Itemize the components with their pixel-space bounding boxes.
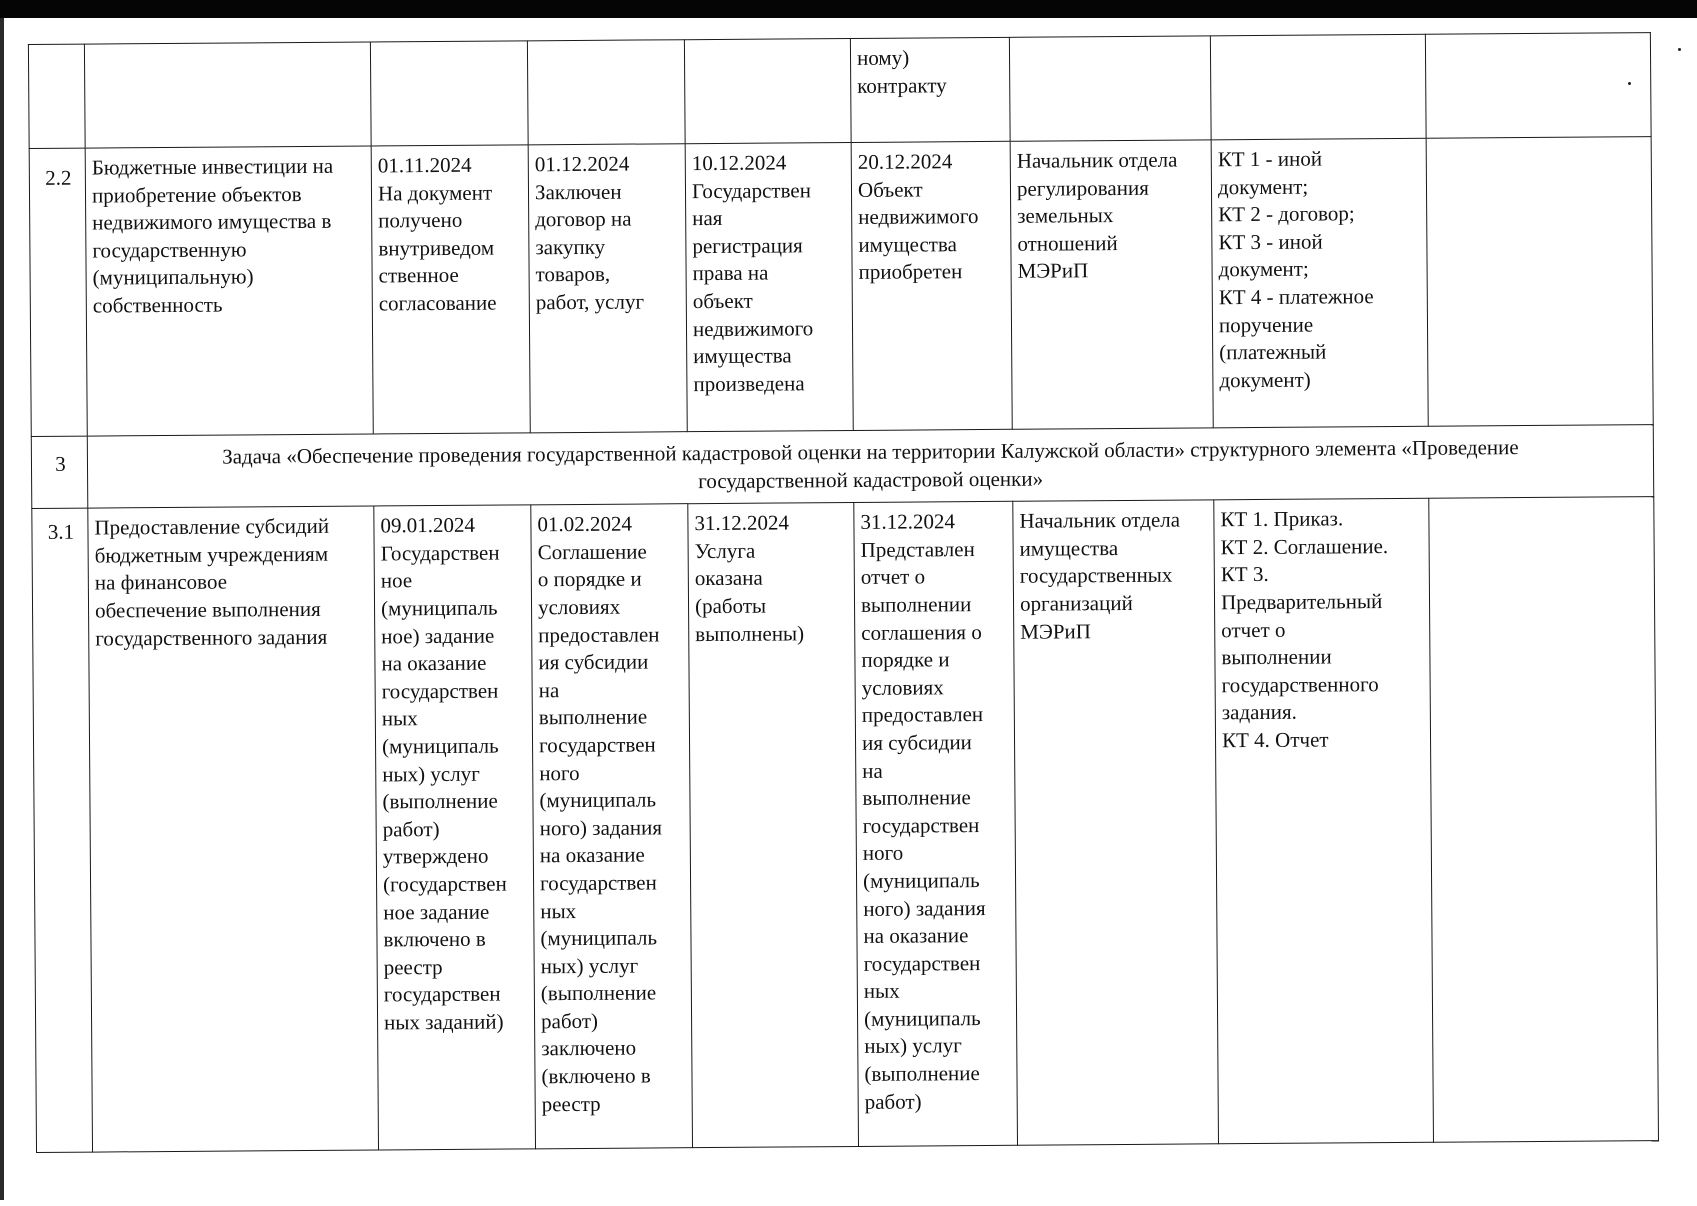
text-line: организаций <box>1019 590 1133 616</box>
text-line: Государствен <box>691 177 811 203</box>
cell-empty <box>1426 137 1653 427</box>
text-line: недвижимого имущества в <box>92 208 332 235</box>
text-line: 01.02.2024 <box>537 511 633 537</box>
text-line: на оказание <box>539 842 645 868</box>
text-line: ное <box>380 568 413 593</box>
cell-responsible <box>1013 500 1219 1145</box>
text-line: государствен <box>863 950 981 976</box>
text-line: (выполнение <box>864 1061 980 1086</box>
text-line: на <box>862 758 883 783</box>
text-line: ного) задания <box>539 815 663 840</box>
text-line: отношений <box>1017 230 1118 256</box>
text-line: На документ <box>377 180 493 206</box>
text-line: регулирования <box>1016 175 1149 201</box>
text-line: КТ 1. Приказ. <box>1220 506 1344 532</box>
text-line: (муниципаль <box>863 1005 981 1031</box>
cell-kt3 <box>685 142 853 431</box>
text-line: оказана <box>694 566 763 591</box>
text-line: Предварительный <box>1220 589 1383 615</box>
text-line: ных <box>863 978 900 1004</box>
text-line: государствен <box>381 678 499 704</box>
text-line: включено в <box>383 926 486 952</box>
text-line: внутриведом <box>378 235 495 261</box>
text-line: утверждено <box>382 843 489 869</box>
text-line: выполнение <box>538 704 648 730</box>
text-line: отчет о <box>860 564 926 590</box>
text-line: государственных <box>1019 563 1173 589</box>
text-line: Государствен <box>380 540 500 566</box>
text-line: на оказание <box>381 650 487 676</box>
text-line: приобретен <box>858 259 963 285</box>
cell-name <box>88 506 379 1152</box>
text-line: объект <box>692 288 753 314</box>
text-line: работ, услуг <box>535 289 645 315</box>
text-line: контракту <box>857 72 947 98</box>
cell-kt2 <box>528 144 687 433</box>
text-line: обеспечение выполнения <box>94 596 321 623</box>
text-line: работ) <box>540 1008 599 1034</box>
text-line: государственного <box>1221 671 1379 698</box>
text-line: документ; <box>1217 174 1309 199</box>
text-line: имущества <box>858 231 957 257</box>
text-line: реестр <box>541 1091 601 1116</box>
text-line: ственное <box>378 263 459 288</box>
table-row-3-1 <box>32 497 1659 1153</box>
text-line: работ) <box>864 1089 922 1114</box>
text-line: условиях <box>537 594 621 620</box>
text-line: получено <box>378 208 463 233</box>
text-line: ных) услуг <box>382 761 480 786</box>
text-line: (работы <box>694 593 767 619</box>
text-line: недвижимого <box>692 315 814 341</box>
text-line: государствен <box>862 812 980 838</box>
text-line: Объект <box>857 177 923 202</box>
text-line: МЭРиП <box>1017 258 1089 284</box>
text-line: КТ 4 - платежное <box>1218 284 1374 310</box>
text-line: о порядке и <box>537 566 642 592</box>
task-title <box>87 425 1653 509</box>
text-line: Задача «Обеспечение проведения государственной кадастровой оценки на территории Калужской области» структурного элемента «Проведение <box>222 435 1519 469</box>
scan-speck <box>1678 48 1681 51</box>
text-line: Заключен <box>534 179 622 204</box>
text-line: выполнены) <box>695 620 805 646</box>
text-line: ных <box>381 706 418 731</box>
text-line: государственной кадастровой оценки» <box>698 466 1044 493</box>
text-line: условиях <box>861 675 944 700</box>
text-line: 09.01.2024 <box>380 512 476 538</box>
text-line: договор на <box>535 206 632 232</box>
text-line: Соглашение <box>537 539 647 565</box>
text-line: КТ 3. <box>1220 562 1269 587</box>
text-line: 01.12.2024 <box>534 151 630 177</box>
table-row-task-3 <box>31 425 1653 509</box>
text-line: ного <box>539 760 580 785</box>
text-line: государствен <box>539 870 657 896</box>
text-line: ных) услуг <box>864 1033 962 1059</box>
text-line: бюджетным учреждениям <box>94 541 329 568</box>
cell-empty <box>1429 497 1659 1143</box>
text-line: на <box>538 677 560 703</box>
cell-num: 3.1 <box>32 508 93 1152</box>
text-line: Бюджетные инвестиции на <box>91 153 334 180</box>
text-line: (муниципаль <box>540 925 658 951</box>
text-line: (муниципальную) <box>92 264 254 290</box>
text-line: (выполнение <box>382 788 498 814</box>
table-row-continuation <box>28 33 1651 149</box>
text-line: ия субсидии <box>538 649 649 675</box>
text-line: 31.12.2024 <box>860 509 956 535</box>
cell-kt1 <box>371 145 530 434</box>
text-line: КТ 4. Отчет <box>1221 727 1329 753</box>
text-line: ного <box>862 840 904 866</box>
text-line: задания. <box>1221 700 1297 725</box>
cell-num: 3 <box>31 436 88 509</box>
text-line: Начальник отдела <box>1016 147 1178 173</box>
text-line: отчет о <box>1221 617 1286 642</box>
text-line: выполнение <box>862 785 971 811</box>
text-line: недвижимого <box>858 204 979 230</box>
text-line: реестр <box>383 954 443 980</box>
text-line: предоставлен <box>861 702 984 728</box>
cell-responsible <box>1009 36 1211 141</box>
text-line: выполнении <box>1221 644 1332 670</box>
cell-kt3 <box>684 38 851 143</box>
text-line: документ; <box>1218 257 1309 282</box>
text-line: закупку <box>535 234 606 260</box>
cell-kt2 <box>531 504 693 1149</box>
text-line: выполнении <box>860 592 972 617</box>
text-line: предоставлен <box>538 621 660 647</box>
text-line: регистрация <box>692 233 803 258</box>
text-line: ия субсидии <box>861 730 972 755</box>
text-line: (выполнение <box>540 980 657 1006</box>
text-line: согласование <box>378 290 497 316</box>
cell-kt3 <box>688 503 859 1148</box>
text-line: приобретение объектов <box>91 181 302 208</box>
text-line: порядке и <box>861 647 950 673</box>
cell-num: 2.2 <box>29 148 87 436</box>
cell-empty <box>1425 33 1651 139</box>
control-points-table <box>28 32 1659 1153</box>
text-line: государственную <box>92 237 247 263</box>
cell-kt4 <box>850 37 1010 142</box>
text-line: (платежный <box>1219 339 1327 365</box>
table-row-2-2 <box>29 137 1653 437</box>
text-line: Представлен <box>860 536 975 562</box>
text-line: 20.12.2024 <box>857 149 953 174</box>
text-line: ному) <box>856 45 910 70</box>
text-line: права на <box>692 260 769 286</box>
text-line: документ) <box>1219 367 1311 393</box>
text-line: (муниципаль <box>380 595 498 621</box>
text-line: 10.12.2024 <box>691 150 787 176</box>
text-line: ных заданий) <box>383 1009 504 1035</box>
cell-documents <box>1211 138 1428 428</box>
text-line: земельных <box>1017 203 1114 228</box>
cell-kt4 <box>854 501 1018 1146</box>
text-line: ное задание <box>383 899 490 924</box>
text-line: собственность <box>92 292 223 318</box>
text-line: (включено в <box>541 1063 651 1089</box>
cell-kt1 <box>374 505 536 1150</box>
cell-responsible <box>1010 140 1213 429</box>
text-line: на оказание <box>863 923 969 949</box>
text-line: государственного задания <box>95 624 328 651</box>
cell-documents <box>1214 498 1434 1144</box>
text-line: ных <box>540 898 577 923</box>
cell-documents <box>1210 34 1426 140</box>
text-line: (муниципаль <box>862 867 980 893</box>
cell-kt1 <box>370 41 528 146</box>
text-line: имущества <box>693 343 792 369</box>
text-line: Предоставление субсидий <box>94 514 330 540</box>
text-line: имущества <box>1019 535 1119 561</box>
text-line: ных) услуг <box>540 953 639 978</box>
text-line: 01.11.2024 <box>377 152 472 178</box>
text-line: произведена <box>693 371 805 396</box>
text-line: КТ 2 - договор; <box>1218 201 1355 227</box>
cell-num <box>28 44 85 148</box>
text-line: 31.12.2024 <box>694 510 790 536</box>
text-line: (муниципаль <box>539 787 657 813</box>
text-line: ное) задание <box>381 623 495 648</box>
text-line: (государствен <box>382 871 507 897</box>
text-line: КТ 2. Соглашение. <box>1220 533 1389 560</box>
text-line: государствен <box>383 981 501 1007</box>
text-line: заключено <box>541 1036 637 1061</box>
scan-speck <box>1628 82 1631 85</box>
text-line: КТ 1 - иной <box>1217 146 1323 172</box>
cell-kt2 <box>527 40 685 145</box>
text-line: ная <box>692 206 723 231</box>
text-line: ного) задания <box>863 895 986 921</box>
text-line: соглашения о <box>861 619 982 645</box>
text-line: КТ 3 - иной <box>1218 229 1323 255</box>
text-line: поручение <box>1218 312 1314 337</box>
text-line: государствен <box>538 732 656 758</box>
cell-kt4 <box>851 141 1012 430</box>
cell-name <box>85 146 373 436</box>
text-line: МЭРиП <box>1020 618 1091 644</box>
text-line: работ) <box>382 816 440 842</box>
text-line: на финансовое <box>94 569 228 595</box>
text-line: Начальник отдела <box>1019 507 1181 533</box>
text-line: товаров, <box>535 262 611 287</box>
text-line: Услуга <box>694 538 756 563</box>
cell-name <box>84 42 371 148</box>
text-line: (муниципаль <box>381 733 499 759</box>
